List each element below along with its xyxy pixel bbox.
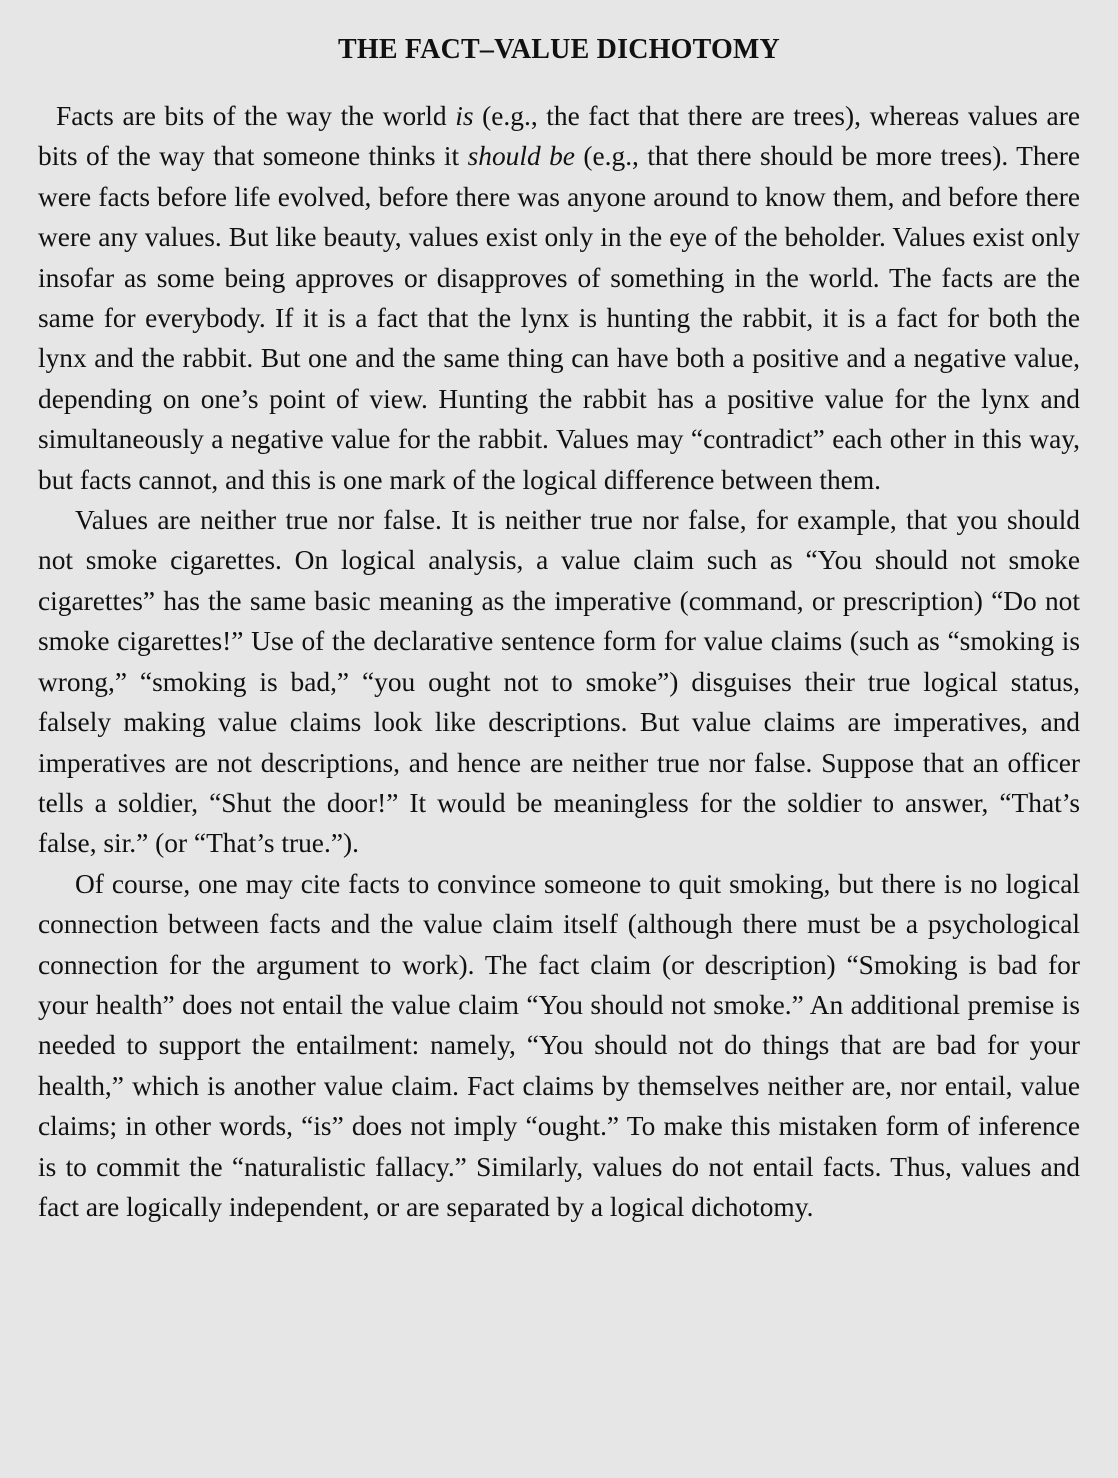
paragraph-3: Of course, one may cite facts to convince someone to quit smoking, but there is no logical connection between facts and the value claim itself (although there must be a psychological connection for the argument to work). The fact claim (or description) “Smoking is bad for your health” does not entail the value claim “You should not smoke.” An additional premise is needed to support the entailment: namely, “You should not do things that are bad for your health,” which is another value claim. Fact claims by themselves neither are, nor entail, value claims; in other words, “is” does not imply “ought.” To make this mistaken form of inference is to commit the “naturalistic fallacy.” Similarly, values do not entail facts. Thus, values and fact are logically independent, or are separated by a logical dichotomy. [38,868,1080,1222]
paragraph-1-emphasis-should-be: should be [467,141,575,172]
paragraph-1 [38,96,1080,500]
paragraph-1-emphasis-is: is [455,101,474,131]
paragraph-1-segment-5: (e.g., that there should be more trees). There were facts before life evolved, before there was anyone around to know them, and before there were any values. But like beauty, values exist only in the eye of the beholder. Values exist only insofar as some being approves or disapproves of something in the world. The facts are the same for everybody. If it is a fact that the lynx is hunting the rabbit, it is a fact for both the lynx and the rabbit. But one and the same thing can have both a positive and a negative value, depending on one’s point of view. Hunting the rabbit has a positive value for the lynx and simultaneously a negative value for the rabbit. Values may “contradict” each other in this way, but facts cannot, and this is one mark of the logical difference between them. [38,141,1080,495]
document-title: THE FACT–VALUE DICHOTOMY [338,34,780,65]
paragraph-1-segment-3: (e.g., the fact that there are trees), whereas values are bits of the way that someone thinks it [38,101,1080,172]
paragraph-2: Values are neither true nor false. It is neither true nor false, for example, that you should not smoke cigarettes. On logical analysis, a value claim such as “You should not smoke cigarettes” has the same basic meaning as the imperative (command, or prescription) “Do not smoke cigarettes!” Use of the declarative sentence form for value claims (such as “smoking is wrong,” “smoking is bad,” “you ought not to smoke”) disguises their true logical status, falsely making value claims look like descriptions. But value claims are imperatives, and imperatives are not descriptions, and hence are neither true nor false. Suppose that an officer tells a soldier, “Shut the door!” It would be meaningless for the soldier to answer, “That’s false, sir.” (or “That’s true.”). [38,505,1080,859]
paragraph-1-segment-1: Facts are bits of the way the world [56,101,456,131]
